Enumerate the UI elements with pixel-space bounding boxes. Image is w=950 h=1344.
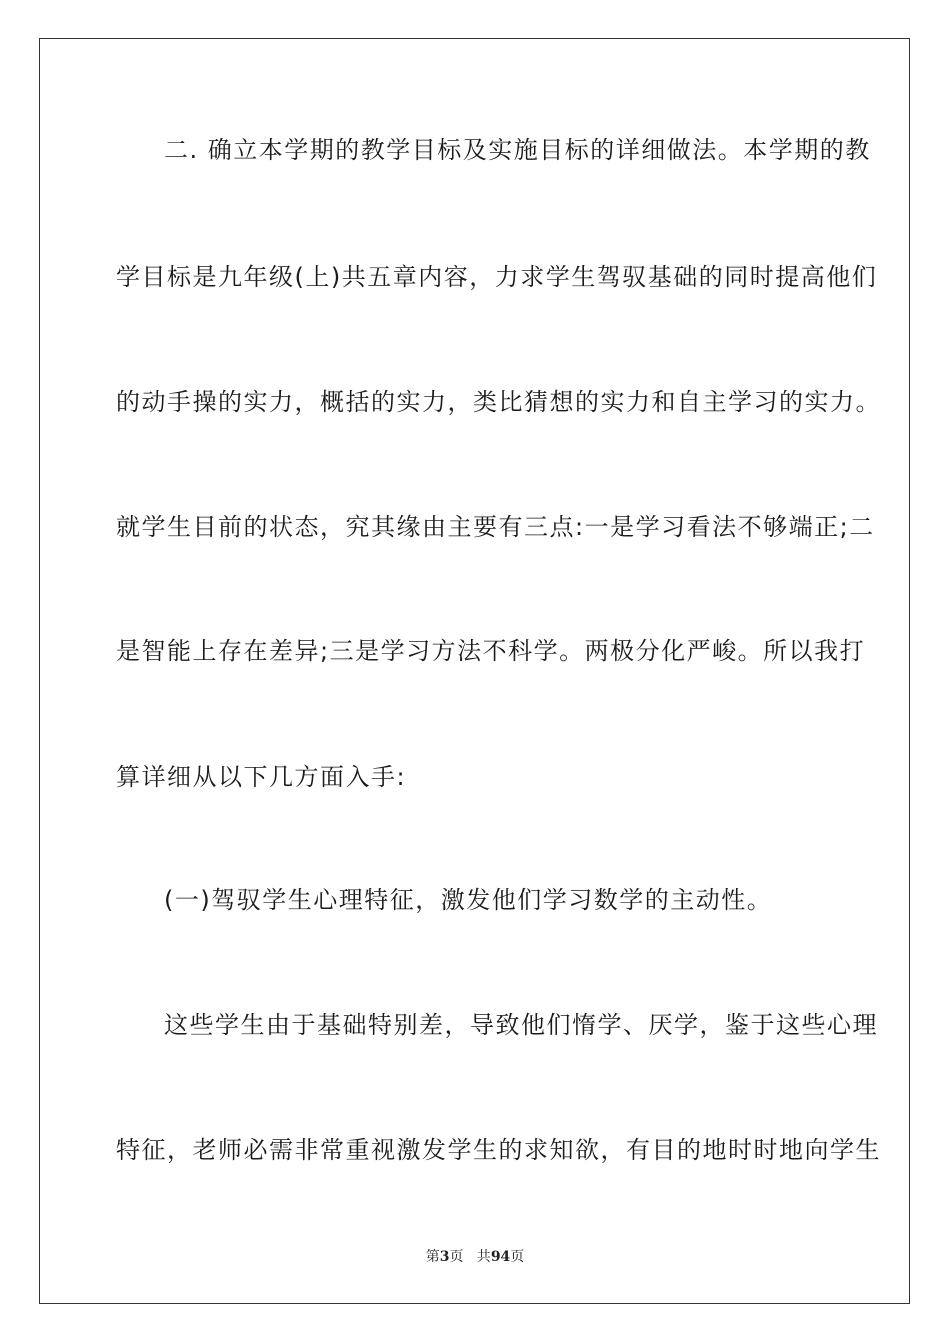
footer-page-number: 3	[439, 1249, 450, 1265]
paragraph-line-3: 的动手操的实力，概括的实力，类比猜想的实力和自主学习的实力。	[116, 388, 881, 416]
footer-suffix: 页	[510, 1249, 525, 1265]
footer-total-pages: 94	[490, 1249, 511, 1265]
paragraph-line-6: 算详细从以下几方面入手:	[116, 763, 407, 791]
page-footer	[0, 1246, 950, 1266]
footer-middle: 页 共	[449, 1249, 491, 1265]
paragraph-line-5: 是智能上存在差异;三是学习方法不科学。两极分化严峻。所以我打	[116, 637, 866, 665]
page-border	[39, 38, 910, 1304]
paragraph-line-4: 就学生目前的状态，究其缘由主要有三点:一是学习看法不够端正;二	[116, 513, 875, 541]
paragraph-line-1: 二. 确立本学期的教学目标及实施目标的详细做法。本学期的教	[164, 136, 871, 164]
paragraph-line-8: 特征，老师必需非常重视激发学生的求知欲，有目的地时时地向学生	[116, 1136, 881, 1164]
footer-prefix: 第	[425, 1249, 440, 1265]
section-heading: (一)驾驭学生心理特征，激发他们学习数学的主动性。	[164, 886, 773, 914]
paragraph-line-2: 学目标是九年级(上)共五章内容，力求学生驾驭基础的同时提高他们	[116, 263, 878, 291]
paragraph-line-7: 这些学生由于基础特别差，导致他们惰学、厌学，鉴于这些心理	[164, 1011, 878, 1039]
